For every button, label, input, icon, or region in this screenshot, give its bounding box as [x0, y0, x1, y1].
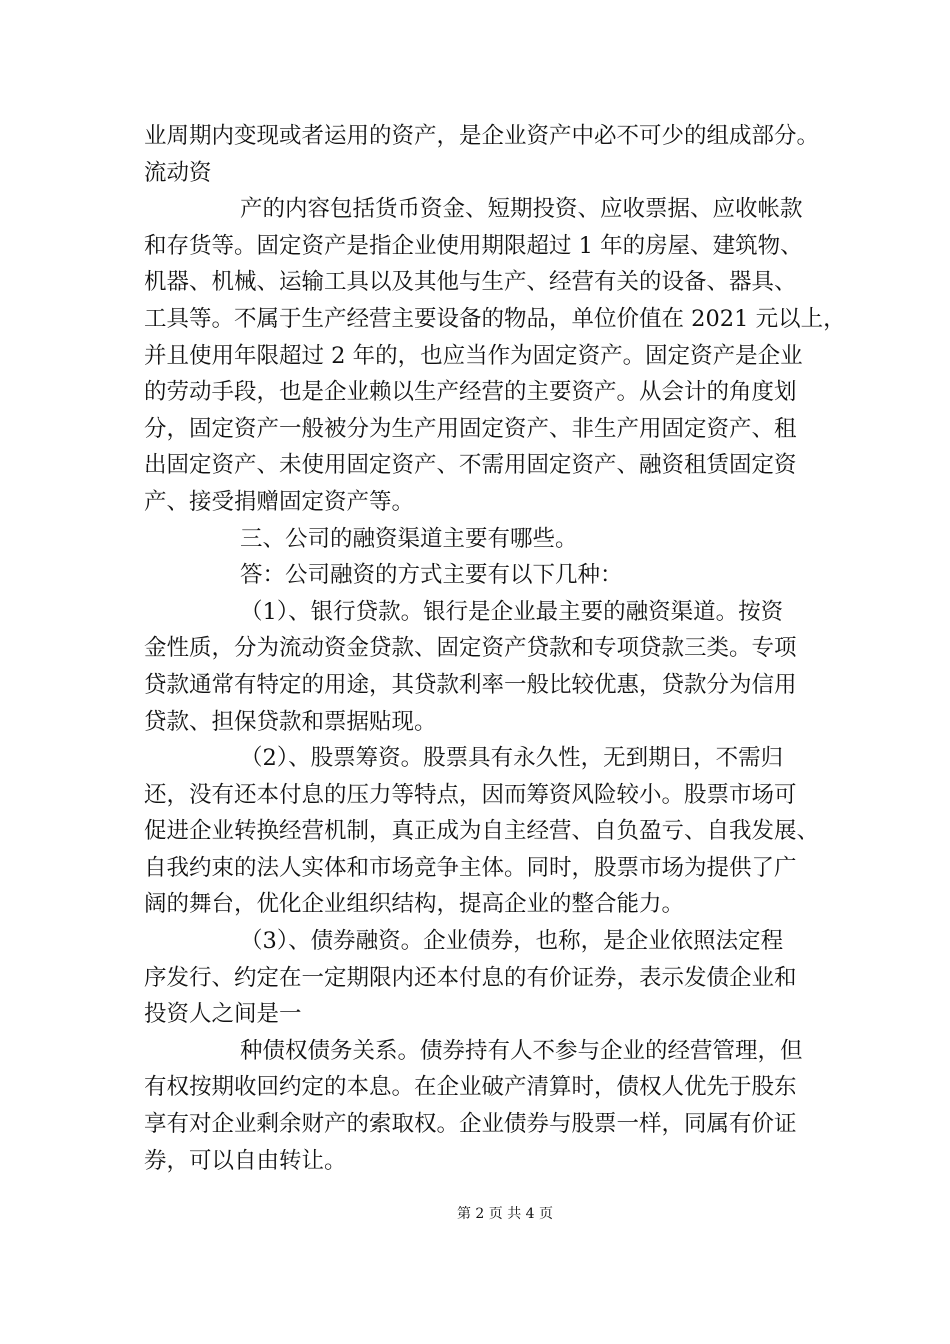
text-line: 分，固定资产一般被分为生产用固定资产、非生产用固定资产、租 [144, 415, 797, 442]
text-line: 还，没有还本付息的压力等特点，因而筹资风险较小。股票市场可 [144, 781, 797, 808]
text-line: 的劳动手段，也是企业赖以生产经营的主要资产。从会计的角度划 [144, 379, 797, 406]
text-line: 并且使用年限超过 2 年的，也应当作为固定资产。固定资产是企业 [144, 342, 803, 369]
section-heading: 三、公司的融资渠道主要有哪些。 [240, 525, 578, 552]
text-line: 贷款、担保贷款和票据贴现。 [144, 708, 437, 735]
text-line: 产、接受捐赠固定资产等。 [144, 488, 415, 515]
text-line: 促进企业转换经营机制，真正成为自主经营、自负盈亏、自我发展、 [144, 818, 820, 845]
text-line: 券，可以自由转让。 [144, 1147, 347, 1174]
text-line: 有权按期收回约定的本息。在企业破产清算时，债权人优先于股东 [144, 1074, 797, 1101]
page-number-footer: 第 2 页 共 4 页 [456, 1206, 554, 1222]
text-line: 业周期内变现或者运用的资产，是企业资产中必不可少的组成部分。 [144, 123, 820, 149]
text-line: 贷款通常有特定的用途，其贷款利率一般比较优惠，贷款分为信用 [144, 671, 797, 698]
text-line: 和存货等。固定资产是指企业使用期限超过 1 年的房屋、建筑物、 [144, 232, 803, 259]
text-line: 机器、机械、运输工具以及其他与生产、经营有关的设备、器具、 [144, 269, 797, 296]
text-line: 自我约束的法人实体和市场竞争主体。同时，股票市场为提供了广 [144, 854, 797, 881]
text-line: 答：公司融资的方式主要有以下几种： [240, 562, 623, 589]
text-line: 工具等。不属于生产经营主要设备的物品，单位价值在 2021 元以上， [144, 305, 846, 332]
text-line: 序发行、约定在一定期限内还本付息的有价证券，表示发债企业和 [144, 964, 797, 991]
text-line: 享有对企业剩余财产的索取权。企业债券与股票一样，同属有价证 [144, 1111, 797, 1138]
text-line: 阔的舞台，优化企业组织结构，提高企业的整合能力。 [144, 891, 685, 918]
text-line: 出固定资产、未使用固定资产、不需用固定资产、融资租赁固定资 [144, 452, 797, 479]
text-line: 流动资 [144, 159, 212, 186]
text-line: 产的内容包括货币资金、短期投资、应收票据、应收帐款 [240, 196, 803, 223]
text-line: 种债权债务关系。债券持有人不参与企业的经营管理，但 [240, 1037, 803, 1064]
document-body [144, 118, 846, 1179]
list-item-heading: （3）、债券融资。企业债券，也称，是企业依照法定程 [240, 928, 784, 955]
list-item-heading: （2）、股票筹资。股票具有永久性，无到期日，不需归 [240, 745, 784, 772]
text-line: 投资人之间是一 [144, 1001, 302, 1028]
text-line: 金性质，分为流动资金贷款、固定资产贷款和专项贷款三类。专项 [144, 635, 797, 662]
list-item-heading: （1）、银行贷款。银行是企业最主要的融资渠道。按资 [240, 598, 784, 625]
